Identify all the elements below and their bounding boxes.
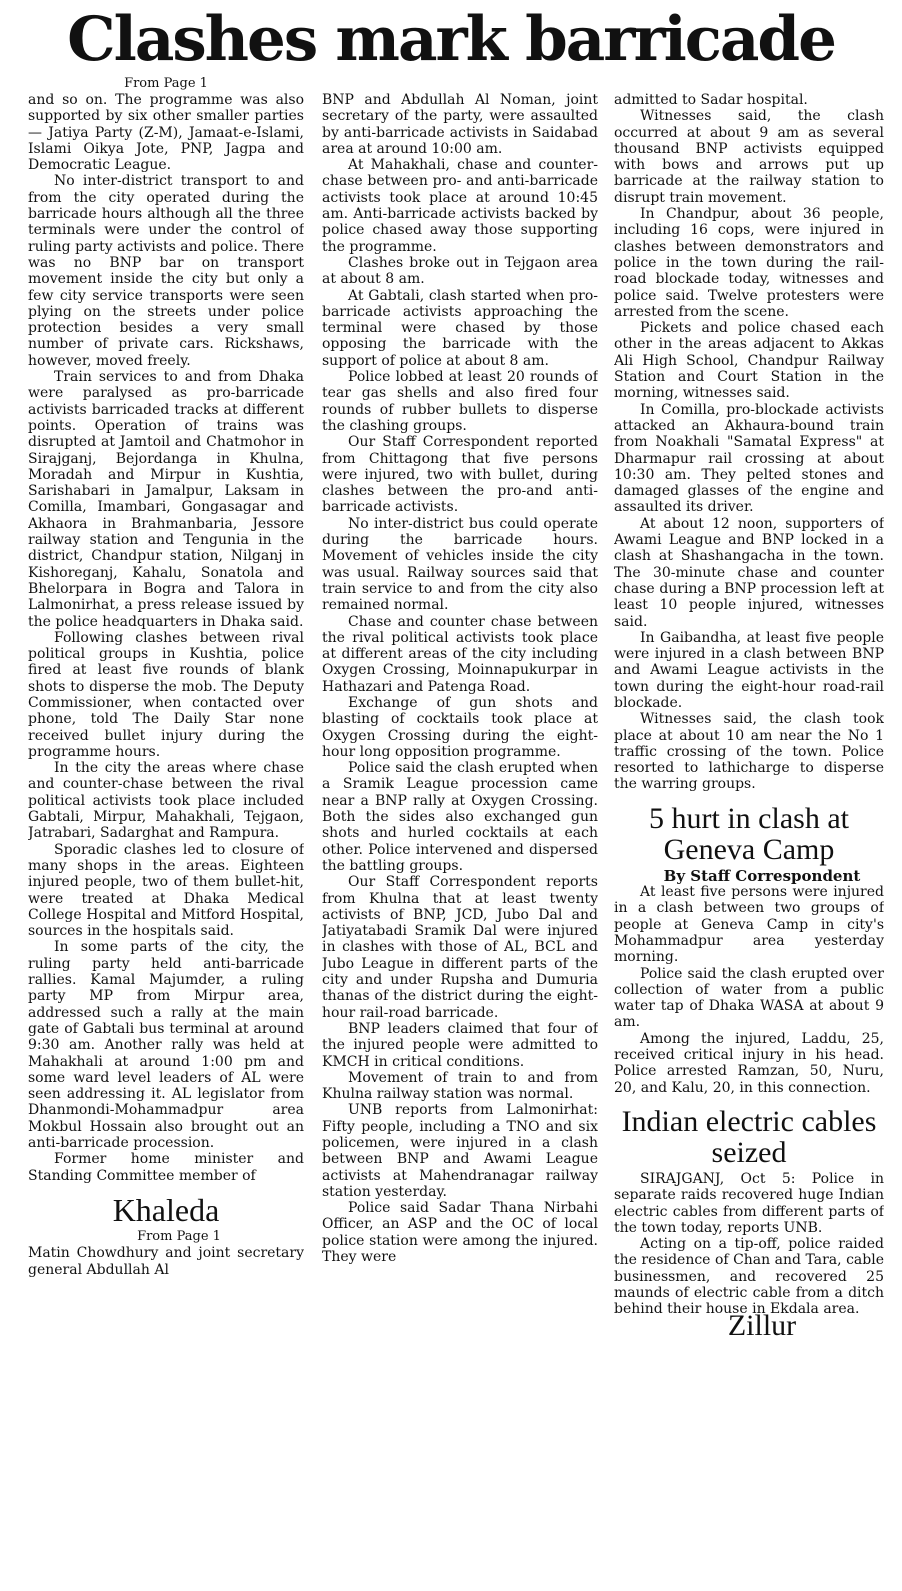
khaleda-from-page: From Page 1: [137, 1229, 221, 1245]
paragraph: SIRAJGANJ, Oct 5: Police in separate raids recovered huge Indian electric cables from different parts of the town today, reports UNB.: [614, 1170, 884, 1236]
paragraph: Witnesses said, the clash took place at about 10 am near the No 1 traffic crossing of the town. Police resorted to lathicharge to disperse the warring groups.: [614, 711, 884, 793]
paragraph: In Comilla, pro-blockade activists attacked an Akhaura-bound train from Noakhali "Samatal Express" at Dharmapur rail crossing at about 10:30 am. They pelted stones and damaged glasses of the engine and assaulted its driver.: [614, 401, 884, 516]
paragraph: Police said the clash erupted when a Sramik League procession came near a BNP rally at Oxygen Crossing. Both the sides also exchanged gun shots and hurled cocktails at each other. Police intervened and dispersed the battling groups.: [322, 760, 598, 874]
paragraph: Police lobbed at least 20 rounds of tear gas shells and also fired four rounds of rubber bullets to disperse the clashing groups.: [322, 369, 598, 434]
paragraph: BNP leaders claimed that four of the injured people were admitted to KMCH in critical conditions.: [322, 1020, 598, 1070]
article-column-3: [614, 92, 884, 1591]
cables-headline: Indian electric cables seized: [621, 1104, 877, 1170]
paragraph: Witnesses said, the clash occurred at about 9 am as several thousand BNP activists equipped with bows and arrows put up barricade at the railway station to disrupt train movement.: [614, 108, 884, 206]
next-story-teaser: Zillur: [727, 1308, 797, 1342]
paragraph: Following clashes between rival political groups in Kushtia, police fired at least five rounds of blank shots to disperse the mob. The Deputy Commissioner, when contacted over phone, told The Daily Star none received bullet injury during the programme hours.: [28, 629, 304, 760]
paragraph: Train services to and from Dhaka were paralysed as pro-barricade activists barricaded tracks at different points. Operation of trains was disrupted at Jamtoil and Chatmohor in Sirajganj, Bejordanga in Khulna, Moradah and Mirpur in Kushtia, Sarishabari in Jamalpur, Laksam in Comilla, Imambari, Gongasagar and Akhaora in Brahmanbaria, Jessore railway station and Tengunia in the district, Chandpur station, Nilganj in Kishoreganj, Kahalu, Sonatola and Bhelorpara in Bogra and Talora in Lalmonirhat, a press release issued by the police headquarters in Dhaka said.: [28, 369, 304, 630]
paragraph: Our Staff Correspondent reports from Khulna that at least twenty activists of BNP, JCD, Jubo Dal and Jatiyatabadi Sramik Dal were injured in clashes with those of AL, BCL and Jubo League in different parts of the city and under Rupsha and Dumuria thanas of the district during the eight-hour rail-road barricade.: [322, 874, 598, 1021]
paragraph: and so on. The programme was also supported by six other smaller parties — Jatiya Party (Z-M), Jamaat-e-Islami, Islami Oikya Jote, PNP, Jagpa and Democratic League.: [28, 92, 304, 174]
from-page-label: From Page 1: [124, 76, 208, 91]
paragraph: At least five persons were injured in a clash between two groups of people at Geneva Camp in city's Mohammadpur area yesterday morning.: [614, 884, 884, 966]
paragraph: No inter-district transport to and from the city operated during the barricade hours although all the three terminals were under the control of ruling party activists and police. There was no BNP bar on transport movement inside the city but only a few city service transports were seen plying on the streets under police protection besides a very small number of private cars. Rickshaws, however, moved freely.: [28, 173, 304, 369]
paragraph: At about 12 noon, supporters of Awami League and BNP locked in a clash at Shashangacha in the town. The 30-minute chase and counter chase during a BNP procession left at least 10 people injured, witnesses said.: [614, 515, 884, 630]
geneva-headline: 5 hurt in clash at Geneva Camp: [649, 801, 849, 867]
article-column-1: [28, 92, 304, 1591]
paragraph: Clashes broke out in Tejgaon area at about 8 am.: [322, 254, 598, 288]
paragraph: Our Staff Correspondent reported from Chittagong that five persons were injured, two with bullet, during clashes between the pro-and anti-barricade activists.: [322, 434, 598, 516]
page-headline: Clashes mark barricade: [67, 4, 835, 75]
paragraph: UNB reports from Lalmonirhat: Fifty people, including a TNO and six policemen, were injured in a clash between BNP and Awami League activists at Mahendranagar railway station yesterday.: [322, 1102, 598, 1200]
paragraph: Acting on a tip-off, police raided the residence of Chan and Tara, cable businessmen, and recovered 25 maunds of electric cable from a ditch behind their house in Ekdala area.: [614, 1236, 884, 1318]
from-page-label-wrap: [28, 76, 304, 92]
paragraph: At Mahakhali, chase and counter-chase between pro- and anti-barricade activists took place at around 10:45 am. Anti-barricade activists backed by police chased away those supporting the programme.: [322, 157, 598, 255]
khaleda-paragraph: Matin Chowdhury and joint secretary general Abdullah Al: [28, 1245, 304, 1278]
khaleda-headline: Khaleda: [112, 1191, 220, 1228]
paragraph: In the city the areas where chase and counter-chase between the rival political activists took place included Gabtali, Mirpur, Mahakhali, Tejgaon, Jatrabari, Sadarghat and Rampura.: [28, 760, 304, 842]
paragraph: admitted to Sadar hospital.: [614, 92, 808, 108]
paragraph: Movement of train to and from Khulna railway station was normal.: [322, 1069, 598, 1103]
paragraph: Sporadic clashes led to closure of many shops in the areas. Eighteen injured people, two of them bullet-hit, were treated at Dhaka Medical College Hospital and Mitford Hospital, sources in the hospitals said.: [28, 841, 304, 940]
paragraph: Former home minister and Standing Committee member of: [28, 1151, 304, 1184]
paragraph: Police said the clash erupted over collection of water from a public water tap of Dhaka WASA at about 9 am.: [614, 965, 884, 1031]
paragraph: In Chandpur, about 36 people, including 16 cops, were injured in clashes between demonstrators and police in the town during the rail-road blockade today, witnesses and police said. Twelve protesters were arrested from the scene.: [614, 206, 884, 320]
paragraph: No inter-district bus could operate during the barricade hours. Movement of vehicles inside the city was usual. Railway sources said that train service to and from the city also remained normal.: [322, 515, 598, 614]
paragraph: In some parts of the city, the ruling party held anti-barricade rallies. Kamal Majumder, a ruling party MP from Mirpur area, addressed such a rally at the main gate of Gabtali bus terminal at around 9:30 am. Another rally was held at Mahakhali at around 1:00 pm and some ward level leaders of AL were seen addressing it. AL legislator from Dhanmondi-Mohammadpur area Mokbul Hossain also brought out an anti-barricade procession.: [28, 939, 304, 1151]
paragraph: Police said Sadar Thana Nirbahi Officer, an ASP and the OC of local police station were among the injured. They were: [322, 1200, 598, 1266]
paragraph: BNP and Abdullah Al Noman, joint secretary of the party, were assaulted by anti-barricade activists in Saidabad area at around 10:00 am.: [322, 92, 598, 157]
paragraph: In Gaibandha, at least five people were injured in a clash between BNP and Awami League activists in the town during the eight-hour road-rail blockade.: [614, 629, 884, 711]
paragraph: Chase and counter chase between the rival political activists took place at different areas of the city including Oxygen Crossing, Moinnapukurpar in Hathazari and Patenga Road.: [322, 613, 598, 695]
geneva-byline: By Staff Correspondent: [663, 866, 861, 885]
paragraph: Among the injured, Laddu, 25, received critical injury in his head. Police arrested Ramzan, 50, Nuru, 20, and Kalu, 20, in this connection.: [614, 1030, 884, 1096]
article-column-2: [322, 92, 598, 1591]
paragraph: Exchange of gun shots and blasting of cocktails took place at Oxygen Crossing during the eight-hour long opposition programme.: [322, 694, 598, 760]
paragraph: At Gabtali, clash started when pro-barricade activists approaching the terminal were chased by those opposing the barricade with the support of police at about 8 am.: [322, 287, 598, 369]
paragraph: Pickets and police chased each other in the areas adjacent to Akkas Ali High School, Chandpur Railway Station and Court Station in the morning, witnesses said.: [614, 320, 884, 402]
